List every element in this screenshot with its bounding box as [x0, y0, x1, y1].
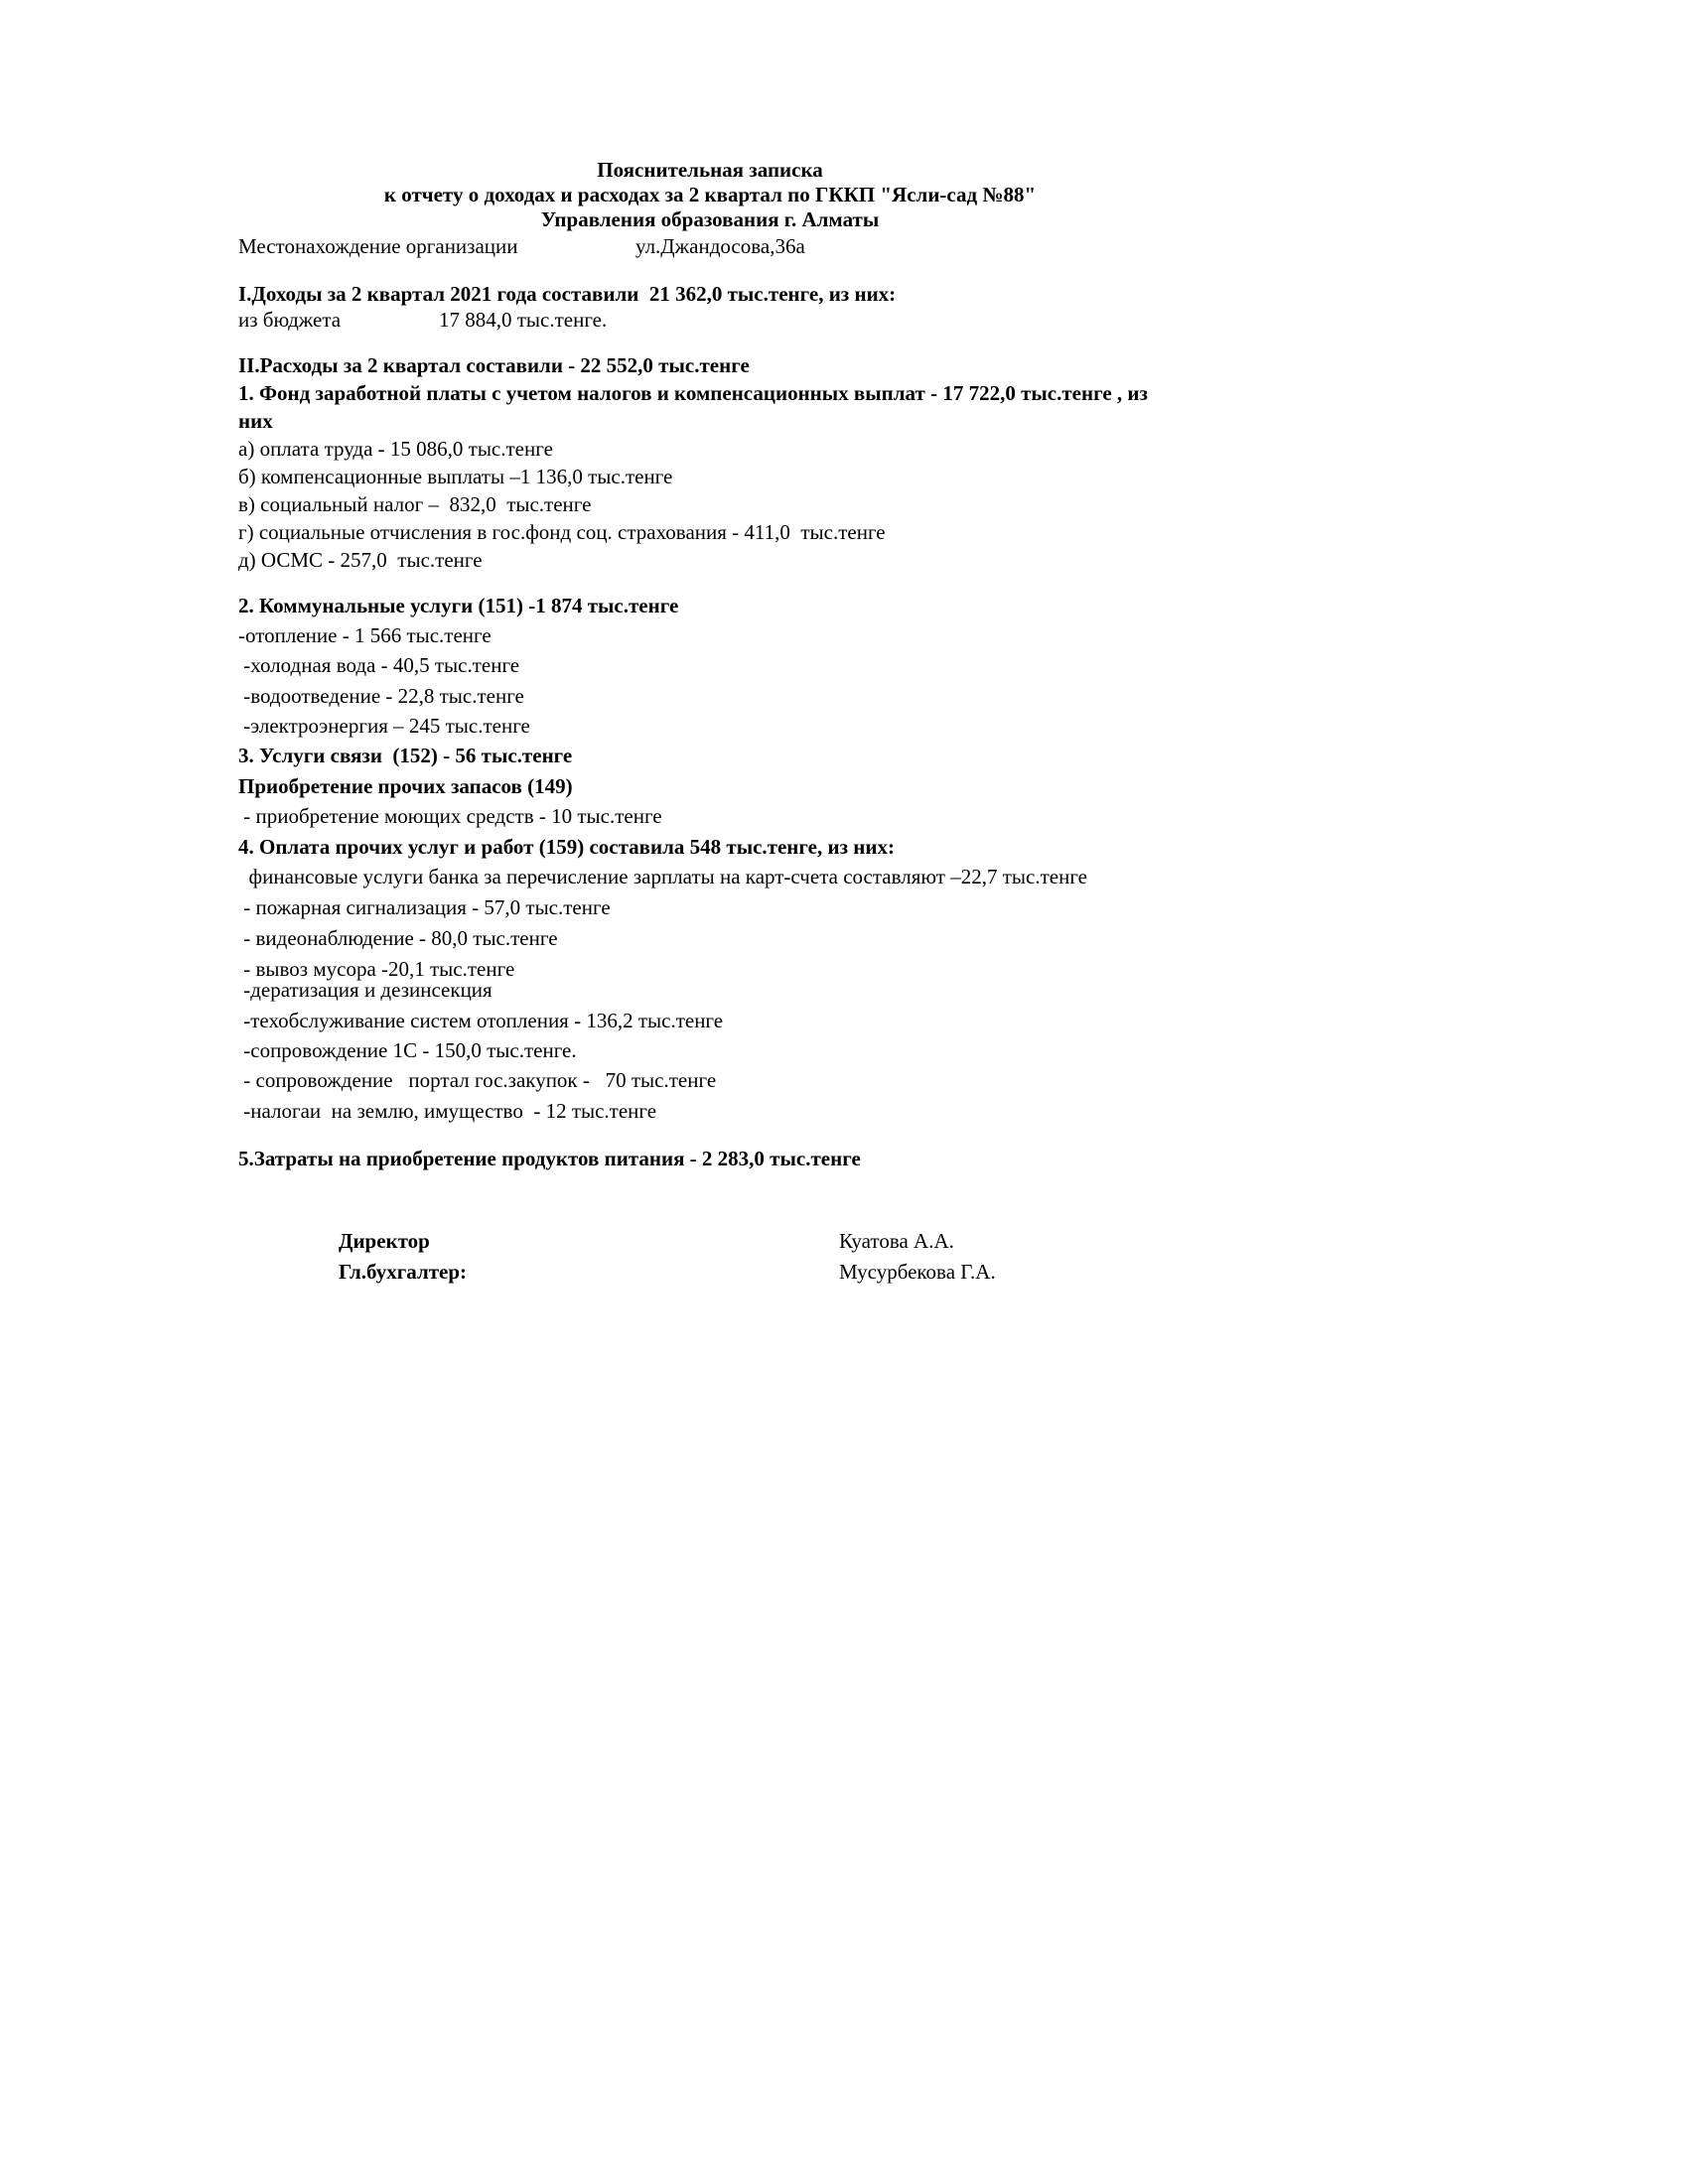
communication-heading: 3. Услуги связи (152) - 56 тыс.тенге	[238, 744, 573, 767]
supplies-item: - приобретение моющих средств - 10 тыс.тенге	[238, 804, 662, 828]
location-label: Местонахождение организации	[238, 234, 518, 258]
utilities-item: -электроэнергия – 245 тыс.тенге	[238, 714, 530, 738]
payroll-heading-cont: них	[238, 409, 273, 433]
other-services-heading: 4. Оплата прочих услуг и работ (159) составила 548 тыс.тенге, из них:	[238, 835, 895, 859]
supplies-heading: Приобретение прочих запасов (149)	[238, 774, 573, 798]
payroll-heading: 1. Фонд заработной платы с учетом налогов и компенсационных выплат - 17 722,0 тыс.тенге , из	[238, 381, 1148, 405]
payroll-item: б) компенсационные выплаты –1 136,0 тыс.тенге	[238, 465, 673, 488]
budget-value: 17 884,0 тыс.тенге.	[439, 308, 608, 332]
budget-label: из бюджета	[238, 308, 342, 332]
doc-title: Пояснительная записка	[597, 158, 823, 182]
utilities-item: -водоотведение - 22,8 тыс.тенге	[238, 684, 524, 708]
other-services-item: - вывоз мусора -20,1 тыс.тенге	[238, 957, 515, 981]
location-value: ул.Джандосова,36а	[635, 234, 805, 258]
doc-subtitle: к отчету о доходах и расходах за 2 квартал по ГККП "Ясли-сад №88"	[383, 183, 1037, 206]
other-services-item: финансовые услуги банка за перечисление зарплаты на карт-счета составляют –22,7 тыс.тенге	[238, 865, 1087, 888]
director-label: Директор	[339, 1229, 430, 1253]
accountant-label: Гл.бухгалтер:	[339, 1260, 468, 1284]
payroll-item: д) ОСМС - 257,0 тыс.тенге	[238, 548, 483, 572]
other-services-item: -дератизация и дезинсекция	[238, 978, 492, 1002]
payroll-item: а) оплата труда - 15 086,0 тыс.тенге	[238, 437, 553, 461]
utilities-item: -отопление - 1 566 тыс.тенге	[238, 623, 492, 647]
expenses-heading: II.Расходы за 2 квартал составили - 22 552,0 тыс.тенге	[238, 353, 750, 377]
utilities-heading: 2. Коммунальные услуги (151) -1 874 тыс.тенге	[238, 594, 679, 617]
other-services-item: - пожарная сигнализация - 57,0 тыс.тенге	[238, 895, 611, 919]
accountant-name: Мусурбекова Г.А.	[839, 1260, 996, 1284]
other-services-item: -техобслуживание систем отопления - 136,2 тыс.тенге	[238, 1009, 724, 1032]
payroll-item: в) социальный налог – 832,0 тыс.тенге	[238, 492, 592, 516]
utilities-item: -холодная вода - 40,5 тыс.тенге	[238, 653, 520, 677]
food-heading: 5.Затраты на приобретение продуктов питания - 2 283,0 тыс.тенге	[238, 1147, 861, 1170]
other-services-item: -налогаи на землю, имущество - 12 тыс.тенге	[238, 1099, 657, 1123]
payroll-item: г) социальные отчисления в гос.фонд соц. страхования - 411,0 тыс.тенге	[238, 520, 886, 544]
doc-org: Управления образования г. Алматы	[540, 207, 880, 231]
other-services-item: - сопровождение портал гос.закупок - 70 тыс.тенге	[238, 1068, 717, 1092]
director-name: Куатова А.А.	[839, 1229, 954, 1253]
income-heading: I.Доходы за 2 квартал 2021 года составили 21 362,0 тыс.тенге, из них:	[238, 282, 897, 306]
other-services-item: -сопровождение 1С - 150,0 тыс.тенге.	[238, 1038, 577, 1062]
other-services-item: - видеонаблюдение - 80,0 тыс.тенге	[238, 926, 558, 950]
